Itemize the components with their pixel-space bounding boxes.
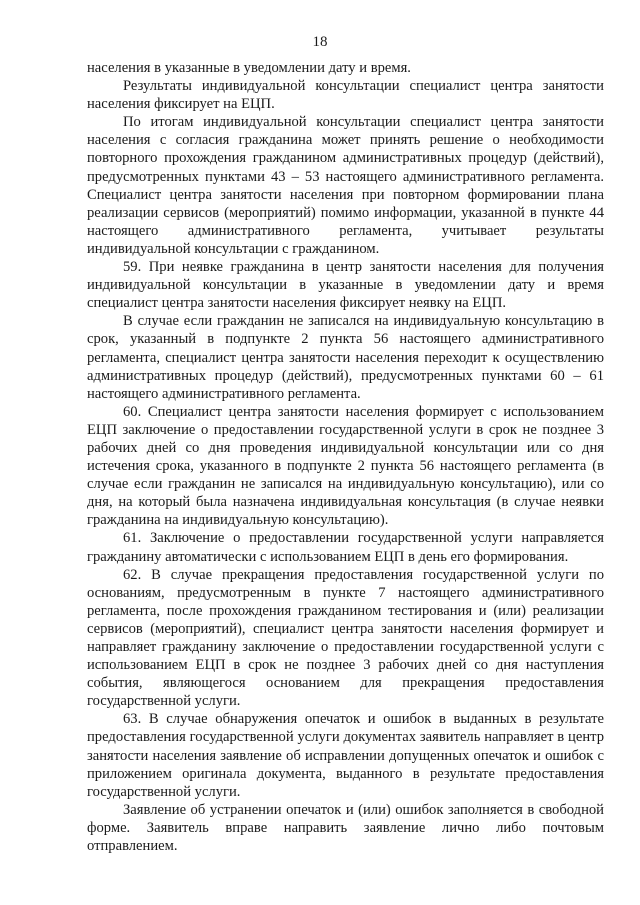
paragraph-item-59: 59. При неявке гражданина в центр занятости населения для получения индивидуальной консультации в указанные в уведомлении дату и время специалист центра занятости населения фиксирует неявку на ЕЦП.: [87, 259, 604, 312]
paragraph-not-registered: В случае если гражданин не записался на индивидуальную консультацию в срок, указанный в подпункте 2 пункта 56 настоящего административного регламента, специалист центра занятости населения переходит к осуществлению административных процедур (действий), предусмотренных пунктами 60 – 61 настоящего административного регламента.: [87, 313, 604, 402]
paragraph-item-62: 62. В случае прекращения предоставления государственной услуги по основаниям, предусмотренным в пункте 7 настоящего административного регламента, после прохождения гражданином тестирования и (или) реализации сервисов (мероприятий), специалист центра занятости населения формирует и направляет гражданину заключение о предоставлении государственной услуги с использованием ЕЦП в срок не позднее 3 рабочих дней со дня наступления события, являющегося основанием для прекращения предоставления государственной услуги.: [87, 566, 604, 710]
paragraph-application-form: Заявление об устранении опечаток и (или) ошибок заполняется в свободной форме. Заявитель вправе направить заявление лично либо почтовым отправлением.: [87, 801, 604, 855]
paragraph-consultation-results: Результаты индивидуальной консультации специалист центра занятости населения фиксирует на ЕЦП.: [87, 78, 604, 113]
document-body: [87, 59, 604, 855]
paragraph-item-60: 60. Специалист центра занятости населения формирует с использованием ЕЦП заключение о предоставлении государственной услуги в срок не позднее 3 рабочих дней со дня проведения индивидуальной консультации или со дня истечения срока, указанного в подпункте 2 пункта 56 настоящего регламента (в случае если гражданин не записался на индивидуальную консультацию), или со дня, на который была назначена индивидуальная консультация (в случае неявки гражданина на индивидуальную консультацию).: [87, 403, 604, 529]
paragraph-item-61: 61. Заключение о предоставлении государственной услуги направляется гражданину автоматически с использованием ЕЦП в день его формирования.: [87, 530, 604, 565]
paragraph-continuation: населения в указанные в уведомлении дату и время.: [87, 60, 411, 76]
page-number: 18: [312, 34, 328, 50]
paragraph-repeat-procedures: По итогам индивидуальной консультации специалист центра занятости населения с согласия гражданина может принять решение о необходимости повторного прохождения гражданином административных процедур (действий), предусмотренных пунктами 43 – 53 настоящего административного регламента. Специалист центра занятости населения при повторном формировании плана реализации сервисов (мероприятий) помимо информации, указанной в пункте 44 настоящего административного регламента, учитывает результаты индивидуальной консультации с гражданином.: [87, 114, 604, 257]
paragraph-item-63: 63. В случае обнаружения опечаток и ошибок в выданных в результате предоставления государственной услуги документах заявитель направляет в центр занятости населения заявление об исправлении допущенных опечаток и ошибок с приложением оригинала документа, выданного в результате предоставления государственной услуги.: [87, 711, 604, 800]
